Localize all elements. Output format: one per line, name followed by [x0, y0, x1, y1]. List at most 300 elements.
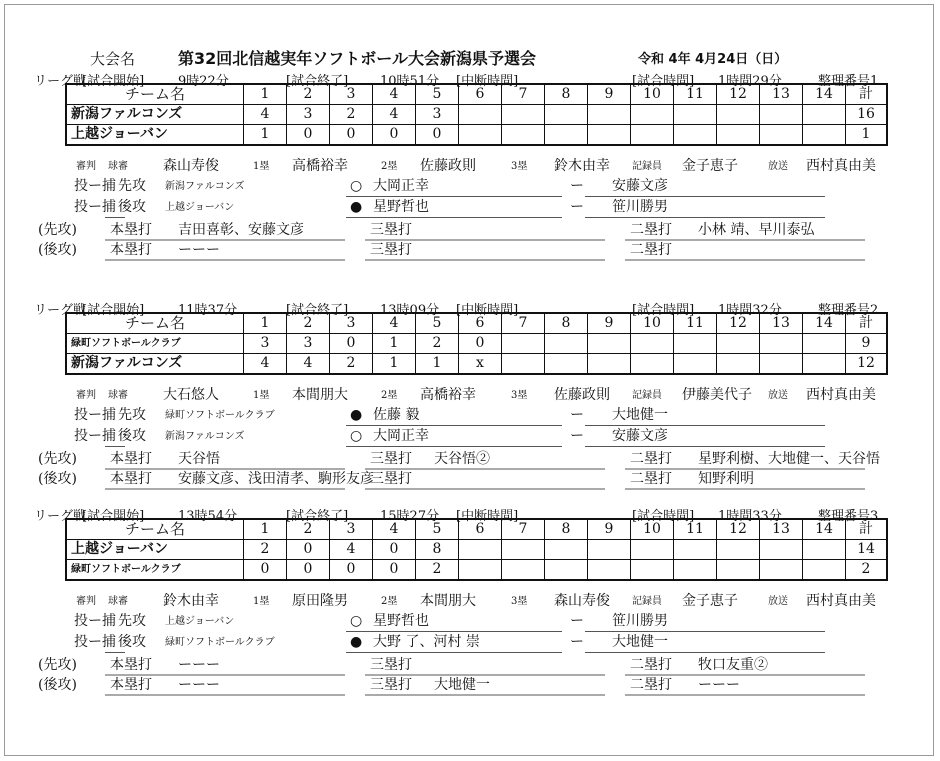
- announcer-label: 放送: [768, 596, 788, 607]
- inning-score: [760, 560, 803, 581]
- inning-header: 13: [760, 313, 803, 334]
- battery-team: 新潟ファルコンズ: [165, 181, 245, 192]
- double-label: 二塁打: [630, 222, 672, 238]
- battery-team: 上越ジョーバン: [165, 616, 235, 627]
- inning-score: [674, 354, 717, 375]
- third-base-label: 3塁: [511, 596, 528, 607]
- plate-umpire-label: 球審: [108, 596, 128, 607]
- underline: [105, 694, 345, 696]
- end-label: [試合終了]: [286, 74, 349, 89]
- inning-header: 6: [459, 519, 502, 540]
- team-name-header: チーム名: [66, 84, 244, 105]
- second-base-umpire: 高橋裕幸: [420, 387, 476, 403]
- scorer-label: 記録員: [632, 390, 662, 401]
- inning-score: [588, 354, 631, 375]
- end-label: [試合終了]: [286, 303, 349, 318]
- home-run-players: 吉田喜彰、安藤文彦: [178, 222, 304, 238]
- inning-score: [803, 560, 846, 581]
- inning-score: [803, 125, 846, 146]
- triple-label: 三塁打: [370, 222, 412, 238]
- underline: [625, 694, 865, 696]
- pitcher-name: 星野哲也: [373, 199, 429, 215]
- inning-header: 7: [502, 84, 545, 105]
- underline: [346, 631, 562, 632]
- inning-header: 12: [717, 519, 760, 540]
- league-label: リーグ戦: [34, 509, 87, 524]
- inning-score: [588, 105, 631, 125]
- catcher-name: 安藤文彦: [612, 178, 668, 194]
- inning-header: 4: [373, 84, 416, 105]
- interrupt-label: [中断時間]: [456, 509, 519, 524]
- duration-label: [試合時間]: [632, 74, 695, 89]
- inning-score: 4: [373, 105, 416, 125]
- battery-label: 投ー捕: [74, 634, 116, 650]
- team-total: 1: [846, 125, 888, 146]
- start-time: 11時37分: [178, 303, 238, 318]
- inning-header: 1: [244, 84, 287, 105]
- underline: [105, 259, 345, 261]
- inning-score: [545, 354, 588, 375]
- team-total: 14: [846, 540, 888, 560]
- inning-header: 9: [588, 313, 631, 334]
- inning-score: 4: [244, 354, 287, 375]
- team-score-row: [66, 540, 887, 560]
- inning-score: [803, 334, 846, 354]
- double-players: 小林 靖、早川泰弘: [698, 222, 815, 238]
- team-name: 新潟ファルコンズ: [66, 354, 244, 375]
- game-duration: 1時間29分: [718, 74, 782, 89]
- home-run-label: 本塁打: [110, 677, 152, 693]
- inning-header: 12: [717, 313, 760, 334]
- underline: [585, 217, 825, 218]
- pitcher-mark-icon: ●: [350, 407, 363, 423]
- inning-score: [717, 540, 760, 560]
- inning-score: 0: [287, 560, 330, 581]
- scoreboard-header: [66, 519, 887, 540]
- top-label: 先攻: [118, 407, 146, 423]
- total-header: 計: [846, 84, 888, 105]
- inning-score: [803, 354, 846, 375]
- start-time: 9時22分: [178, 74, 229, 89]
- bottom-paren-label: (後攻): [38, 677, 77, 693]
- inning-score: 0: [244, 560, 287, 581]
- double-players: ーーー: [698, 677, 740, 693]
- inning-header: 5: [416, 313, 459, 334]
- pitcher-mark-icon: ○: [350, 613, 363, 629]
- inning-score: [631, 105, 674, 125]
- underline: [105, 468, 345, 470]
- third-base-umpire: 佐藤政則: [554, 387, 610, 403]
- inning-score: [545, 560, 588, 581]
- bottom-label: 後攻: [118, 428, 146, 444]
- team-name: 緑町ソフトボールクラブ: [66, 334, 244, 354]
- double-players: 牧口友重②: [698, 657, 768, 673]
- team-score-row: [66, 560, 887, 581]
- scoreboard-table: [65, 312, 888, 375]
- home-run-players: 安藤文彦、浅田清孝、駒形友彦: [178, 471, 374, 487]
- double-label: 二塁打: [630, 677, 672, 693]
- start-label: [試合開始]: [82, 303, 145, 318]
- end-time: 15時27分: [380, 509, 440, 524]
- underline: [365, 674, 605, 676]
- inning-score: [717, 560, 760, 581]
- inning-score: [545, 105, 588, 125]
- announcer-name: 西村真由美: [806, 593, 876, 609]
- scorer-label: 記録員: [632, 596, 662, 607]
- catcher-name: 大地健一: [612, 407, 668, 423]
- inning-score: 1: [373, 354, 416, 375]
- underline: [346, 217, 562, 218]
- battery-team: 緑町ソフトボールクラブ: [165, 637, 275, 648]
- inning-score: [674, 334, 717, 354]
- inning-header: 10: [631, 519, 674, 540]
- underline: [105, 488, 345, 490]
- catcher-name: 笹川勝男: [612, 199, 668, 215]
- third-base-umpire: 鈴木由幸: [554, 158, 610, 174]
- inning-score: 2: [330, 354, 373, 375]
- inning-score: 0: [373, 125, 416, 146]
- underline: [365, 259, 605, 261]
- duration-label: [試合時間]: [632, 509, 695, 524]
- inning-score: 1: [244, 125, 287, 146]
- inning-score: [631, 334, 674, 354]
- team-name: 上越ジョーバン: [66, 540, 244, 560]
- game-duration: 1時間32分: [718, 303, 782, 318]
- inning-score: 0: [373, 540, 416, 560]
- inning-score: [760, 334, 803, 354]
- bottom-label: 後攻: [118, 634, 146, 650]
- bottom-paren-label: (後攻): [38, 471, 77, 487]
- inning-header: 6: [459, 313, 502, 334]
- triple-label: 三塁打: [370, 471, 412, 487]
- double-label: 二塁打: [630, 242, 672, 258]
- double-label: 二塁打: [630, 451, 672, 467]
- inning-score: [502, 125, 545, 146]
- inning-score: 0: [373, 560, 416, 581]
- inning-score: [760, 125, 803, 146]
- triple-players: 大地健一: [434, 677, 490, 693]
- underline: [625, 674, 865, 676]
- battery-label: 投ー捕: [74, 199, 116, 215]
- pitcher-mark-icon: ●: [350, 634, 363, 650]
- total-header: 計: [846, 313, 888, 334]
- game-duration: 1時間33分: [718, 509, 782, 524]
- inning-header: 5: [416, 519, 459, 540]
- catcher-name: 笹川勝男: [612, 613, 668, 629]
- first-base-umpire: 原田隆男: [292, 593, 348, 609]
- inning-header: 8: [545, 313, 588, 334]
- inning-score: [502, 560, 545, 581]
- team-score-row: [66, 334, 887, 354]
- start-label: [試合開始]: [82, 74, 145, 89]
- underline: [585, 446, 825, 447]
- announcer-name: 西村真由美: [806, 387, 876, 403]
- inning-header: 10: [631, 84, 674, 105]
- interrupt-label: [中断時間]: [456, 303, 519, 318]
- tournament-date: 令和 4年 4月24日（日）: [638, 52, 788, 67]
- underline: [346, 425, 562, 426]
- double-players: 知野利明: [698, 471, 754, 487]
- underline: [585, 425, 825, 426]
- battery-label: 投ー捕: [74, 428, 116, 444]
- second-base-label: 2塁: [381, 161, 398, 172]
- underline: [625, 259, 865, 261]
- underline: [105, 446, 125, 447]
- inning-score: 0: [330, 125, 373, 146]
- inning-header: 2: [287, 313, 330, 334]
- inning-score: [545, 125, 588, 146]
- inning-score: 2: [330, 105, 373, 125]
- inning-header: 3: [330, 313, 373, 334]
- inning-score: 1: [373, 334, 416, 354]
- inning-header: 13: [760, 519, 803, 540]
- announcer-name: 西村真由美: [806, 158, 876, 174]
- scorer-label: 記録員: [632, 161, 662, 172]
- plate-umpire-label: 球審: [108, 390, 128, 401]
- underline: [625, 468, 865, 470]
- scoreboard-header: [66, 313, 887, 334]
- announcer-label: 放送: [768, 390, 788, 401]
- interrupt-label: [中断時間]: [456, 74, 519, 89]
- home-run-label: 本塁打: [110, 222, 152, 238]
- inning-header: 12: [717, 84, 760, 105]
- top-paren-label: (先攻): [38, 451, 77, 467]
- home-run-label: 本塁打: [110, 451, 152, 467]
- inning-score: [588, 125, 631, 146]
- plate-umpire: 大石悠人: [163, 387, 219, 403]
- catcher-name: 安藤文彦: [612, 428, 668, 444]
- inning-header: 2: [287, 84, 330, 105]
- inning-score: 3: [416, 105, 459, 125]
- bottom-label: 後攻: [118, 199, 146, 215]
- inning-score: [674, 125, 717, 146]
- inning-score: 3: [287, 105, 330, 125]
- inning-header: 1: [244, 519, 287, 540]
- home-run-label: 本塁打: [110, 471, 152, 487]
- inning-header: 10: [631, 313, 674, 334]
- team-score-row: [66, 105, 887, 125]
- inning-header: 3: [330, 84, 373, 105]
- inning-score: [588, 560, 631, 581]
- duration-label: [試合時間]: [632, 303, 695, 318]
- game-block: [0, 73, 940, 273]
- team-total: 9: [846, 334, 888, 354]
- scoreboard-table: [65, 83, 888, 146]
- inning-score: 2: [416, 560, 459, 581]
- inning-score: [717, 105, 760, 125]
- inning-score: [588, 334, 631, 354]
- inning-score: [631, 540, 674, 560]
- inning-header: 9: [588, 519, 631, 540]
- pitcher-mark-icon: ●: [350, 199, 363, 215]
- inning-score: [803, 105, 846, 125]
- inning-score: [674, 540, 717, 560]
- inning-header: 14: [803, 519, 846, 540]
- inning-header: 4: [373, 313, 416, 334]
- inning-score: [502, 334, 545, 354]
- underline: [105, 652, 125, 653]
- umpire-label: 審判: [76, 161, 96, 172]
- home-run-label: 本塁打: [110, 242, 152, 258]
- double-label: 二塁打: [630, 657, 672, 673]
- inning-score: 8: [416, 540, 459, 560]
- inning-score: [502, 105, 545, 125]
- first-base-umpire: 高橋裕幸: [292, 158, 348, 174]
- home-run-label: 本塁打: [110, 657, 152, 673]
- inning-header: 3: [330, 519, 373, 540]
- inning-score: [502, 540, 545, 560]
- battery-dash: ー: [570, 613, 584, 629]
- top-label: 先攻: [118, 178, 146, 194]
- top-paren-label: (先攻): [38, 657, 77, 673]
- inning-score: 2: [416, 334, 459, 354]
- battery-dash: ー: [570, 634, 584, 650]
- bottom-paren-label: (後攻): [38, 242, 77, 258]
- inning-score: 0: [330, 560, 373, 581]
- team-total: 2: [846, 560, 888, 581]
- inning-score: [717, 125, 760, 146]
- third-base-umpire: 森山寿俊: [554, 593, 610, 609]
- underline: [105, 217, 125, 218]
- inning-header: 13: [760, 84, 803, 105]
- inning-score: [631, 560, 674, 581]
- league-label: リーグ戦: [34, 303, 87, 318]
- game-number: 整理番号2: [818, 303, 879, 318]
- battery-label: 投ー捕: [74, 407, 116, 423]
- underline: [585, 652, 825, 653]
- league-label: リーグ戦: [34, 74, 87, 89]
- battery-dash: ー: [570, 199, 584, 215]
- top-paren-label: (先攻): [38, 222, 77, 238]
- pitcher-name: 大岡正幸: [373, 428, 429, 444]
- inning-header: 14: [803, 84, 846, 105]
- inning-score: [674, 560, 717, 581]
- triple-players: 天谷悟②: [434, 451, 490, 467]
- underline: [346, 652, 562, 653]
- tournament-title: 第32回北信越実年ソフトボール大会新潟県予選会: [178, 49, 536, 68]
- scoreboard-table: [65, 518, 888, 581]
- inning-score: 4: [244, 105, 287, 125]
- inning-score: 0: [416, 125, 459, 146]
- inning-header: 8: [545, 84, 588, 105]
- inning-score: [588, 540, 631, 560]
- inning-score: 4: [287, 354, 330, 375]
- inning-score: 2: [244, 540, 287, 560]
- inning-score: [717, 334, 760, 354]
- inning-score: 0: [287, 540, 330, 560]
- inning-header: 7: [502, 313, 545, 334]
- inning-score: [459, 560, 502, 581]
- tournament-label: 大会名: [90, 50, 136, 68]
- battery-label: 投ー捕: [74, 178, 116, 194]
- underline: [105, 239, 345, 241]
- pitcher-name: 大野 了、河村 崇: [373, 634, 480, 650]
- inning-score: 1: [416, 354, 459, 375]
- inning-header: 2: [287, 519, 330, 540]
- team-total: 16: [846, 105, 888, 125]
- inning-score: x: [459, 354, 502, 375]
- battery-label: 投ー捕: [74, 613, 116, 629]
- inning-score: 3: [287, 334, 330, 354]
- home-run-players: ーーー: [178, 242, 220, 258]
- first-base-umpire: 本間朋大: [292, 387, 348, 403]
- triple-label: 三塁打: [370, 242, 412, 258]
- end-time: 13時09分: [380, 303, 440, 318]
- top-label: 先攻: [118, 613, 146, 629]
- inning-score: [674, 105, 717, 125]
- inning-score: [545, 334, 588, 354]
- third-base-label: 3塁: [511, 390, 528, 401]
- battery-team: 新潟ファルコンズ: [165, 431, 245, 442]
- team-name: 緑町ソフトボールクラブ: [66, 560, 244, 581]
- inning-score: [717, 354, 760, 375]
- inning-header: 1: [244, 313, 287, 334]
- catcher-name: 大地健一: [612, 634, 668, 650]
- triple-label: 三塁打: [370, 451, 412, 467]
- inning-header: 6: [459, 84, 502, 105]
- first-base-label: 1塁: [253, 161, 270, 172]
- inning-header: 11: [674, 519, 717, 540]
- plate-umpire: 森山寿俊: [163, 158, 219, 174]
- triple-label: 三塁打: [370, 677, 412, 693]
- battery-team: 緑町ソフトボールクラブ: [165, 410, 275, 421]
- inning-score: 4: [330, 540, 373, 560]
- scorer-name: 伊藤美代子: [682, 387, 752, 403]
- umpire-label: 審判: [76, 596, 96, 607]
- inning-score: [631, 354, 674, 375]
- underline: [365, 239, 605, 241]
- inning-score: [545, 540, 588, 560]
- team-name: 新潟ファルコンズ: [66, 105, 244, 125]
- inning-score: 3: [244, 334, 287, 354]
- inning-header: 8: [545, 519, 588, 540]
- inning-score: [459, 105, 502, 125]
- game-number: 整理番号3: [818, 509, 879, 524]
- underline: [346, 446, 562, 447]
- inning-score: [631, 125, 674, 146]
- inning-score: 0: [459, 334, 502, 354]
- home-run-players: 天谷悟: [178, 451, 220, 467]
- second-base-label: 2塁: [381, 390, 398, 401]
- double-label: 二塁打: [630, 471, 672, 487]
- inning-header: 4: [373, 519, 416, 540]
- inning-header: 5: [416, 84, 459, 105]
- team-score-row: [66, 125, 887, 146]
- end-time: 10時51分: [380, 74, 440, 89]
- third-base-label: 3塁: [511, 161, 528, 172]
- inning-score: 0: [330, 334, 373, 354]
- scorer-name: 金子恵子: [682, 158, 738, 174]
- scoreboard-header: [66, 84, 887, 105]
- game-block: [0, 302, 940, 502]
- team-score-row: [66, 354, 887, 375]
- second-base-umpire: 本間朋大: [420, 593, 476, 609]
- battery-dash: ー: [570, 407, 584, 423]
- inning-header: 9: [588, 84, 631, 105]
- inning-header: 11: [674, 313, 717, 334]
- inning-score: [803, 540, 846, 560]
- pitcher-name: 佐藤 毅: [373, 407, 420, 423]
- underline: [585, 631, 825, 632]
- underline: [585, 196, 825, 197]
- underline: [625, 239, 865, 241]
- second-base-umpire: 佐藤政則: [420, 158, 476, 174]
- home-run-players: ーーー: [178, 657, 220, 673]
- start-label: [試合開始]: [82, 509, 145, 524]
- underline: [365, 468, 605, 470]
- plate-umpire: 鈴木由幸: [163, 593, 219, 609]
- team-name: 上越ジョーバン: [66, 125, 244, 146]
